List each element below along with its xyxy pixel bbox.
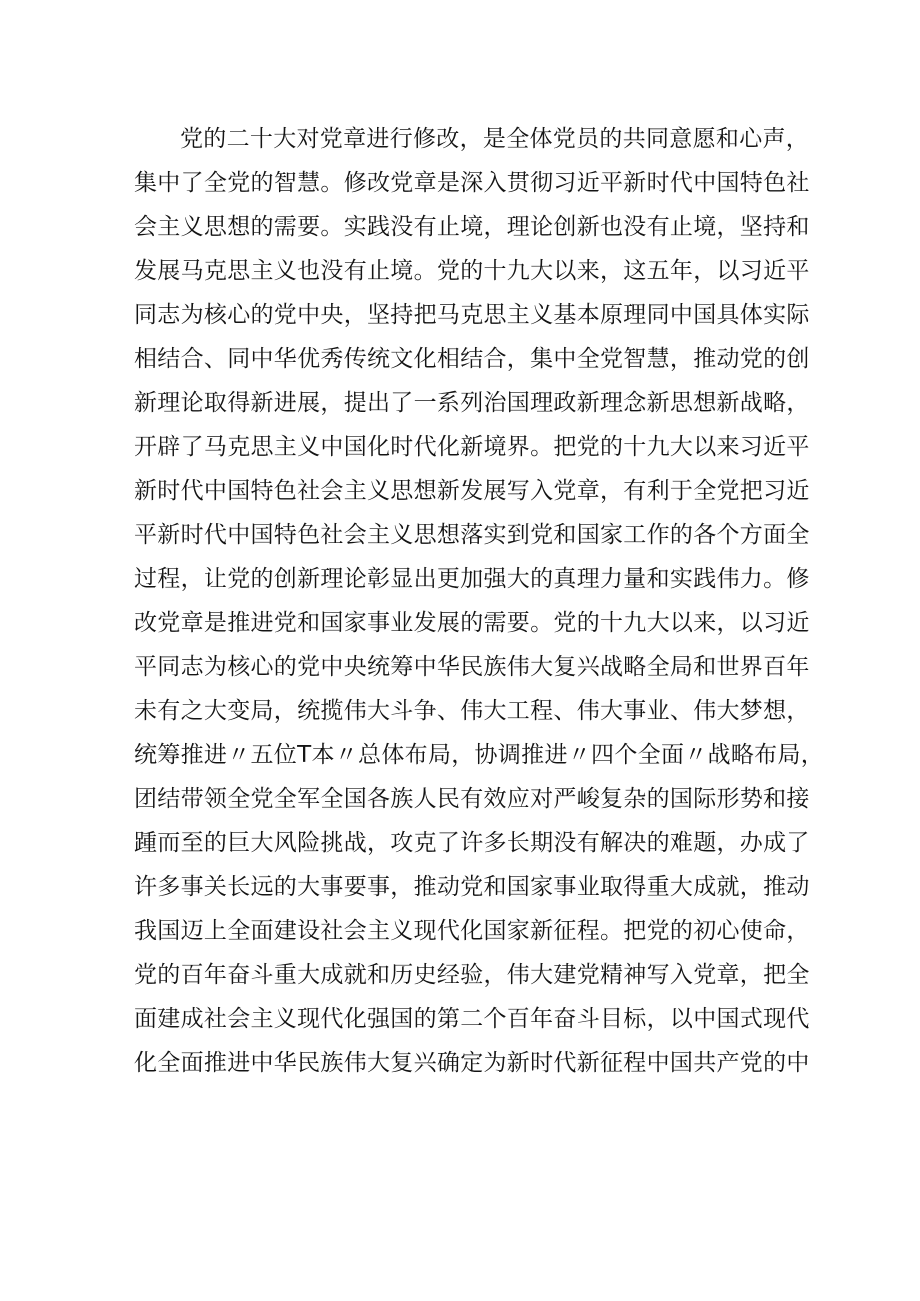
text-line-14: 未有之大变局，统揽伟大斗争、伟大工程、伟大事业、伟大梦想，: [134, 698, 810, 724]
text-line-8: 开辟了马克思主义中国化时代化新境界。把党的十九大以来习近平: [134, 434, 810, 460]
text-line-18: 许多事关长远的大事要事，推动党和国家事业取得重大成就，推动: [134, 874, 810, 900]
text-line-6: 相结合、同中华优秀传统文化相结合，集中全党智慧，推动党的创: [134, 346, 810, 372]
text-line-4: 发展马克思主义也没有止境。党的十九大以来，这五年，以习近平: [134, 258, 810, 284]
text-line-21: 面建成社会主义现代化强国的第二个百年奋斗目标，以中国式现代: [134, 1006, 810, 1032]
text-line-16: 团结带领全党全军全国各族人民有效应对严峻复杂的国际形势和接: [134, 786, 810, 812]
paragraph: [134, 117, 825, 1085]
text-line-13: 平同志为核心的党中央统筹中华民族伟大复兴战略全局和世界百年: [134, 654, 810, 680]
text-line-3: 会主义思想的需要。实践没有止境，理论创新也没有止境，坚持和: [134, 214, 810, 240]
text-line-17: 踵而至的巨大风险挑战，攻克了许多长期没有解决的难题，办成了: [134, 830, 810, 856]
text-line-5: 同志为核心的党中央，坚持把马克思主义基本原理同中国具体实际: [134, 302, 810, 328]
text-line-11: 过程，让党的创新理论彰显出更加强大的真理力量和实践伟力。修: [134, 566, 810, 592]
text-line-2: 集中了全党的智慧。修改党章是深入贯彻习近平新时代中国特色社: [134, 170, 810, 196]
text-line-20: 党的百年奋斗重大成就和历史经验，伟大建党精神写入党章，把全: [134, 962, 810, 988]
text-line-7: 新理论取得新进展，提出了一系列治国理政新理念新思想新战略，: [134, 390, 810, 416]
text-line-15: 统筹推进〃五位Τ本〃总体布局，协调推进〃四个全面〃战略布局，: [134, 742, 825, 768]
text-line-22: 化全面推进中华民族伟大复兴确定为新时代新征程中国共产党的中: [134, 1050, 810, 1076]
text-line-12: 改党章是推进党和国家事业发展的需要。党的十九大以来，以习近: [134, 610, 810, 636]
text-line-10: 平新时代中国特色社会主义思想落实到党和国家工作的各个方面全: [134, 522, 810, 548]
text-line-1: 党的二十大对党章进行修改，是全体党员的共同意愿和心声，: [180, 126, 810, 152]
text-line-19: 我国迈上全面建设社会主义现代化国家新征程。把党的初心使命，: [134, 918, 810, 944]
text-line-9: 新时代中国特色社会主义思想新发展写入党章，有利于全党把习近: [134, 478, 810, 504]
